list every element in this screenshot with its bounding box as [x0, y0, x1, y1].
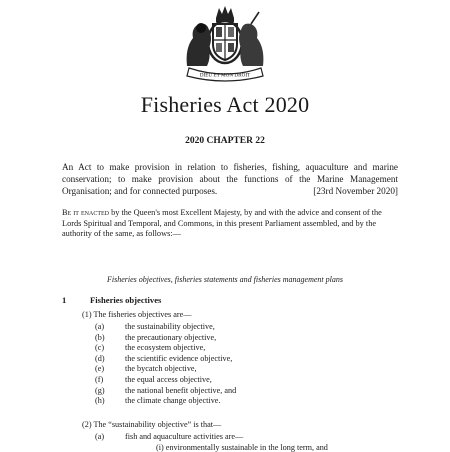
item-label: (d) [95, 353, 105, 363]
enacting-lead: Be it enacted [62, 208, 110, 217]
list-item [95, 343, 236, 354]
item-label: (a) [95, 432, 105, 441]
list-item [95, 333, 236, 344]
item-label: (a) [95, 322, 105, 331]
chapter-number: 2020 CHAPTER 22 [185, 136, 265, 146]
item-label: (g) [95, 385, 105, 395]
item-text: the climate change objective. [125, 396, 221, 406]
royal-coat-of-arms-icon [179, 4, 271, 82]
item-text: the equal access objective, [125, 374, 212, 384]
list-item [95, 354, 236, 365]
royal-assent-date: [23rd November 2020] [313, 186, 398, 196]
section-heading [62, 295, 161, 305]
list-item [95, 396, 236, 407]
crest-motto: DIEU ET MON DROIT [199, 72, 251, 79]
subsection-1: (1) The fisheries objectives are— [82, 310, 192, 319]
item-label: (b) [95, 332, 105, 342]
objectives-list [95, 322, 236, 407]
item-text: fish and aquaculture activities are— [125, 432, 244, 441]
list-item [95, 375, 236, 386]
item-label: (f) [95, 374, 104, 384]
part-heading: Fisheries objectives, fisheries statements and fisheries management plans [107, 275, 343, 284]
list-item [95, 322, 236, 333]
section-number: 1 [62, 295, 67, 305]
item-text: the scientific evidence objective, [125, 353, 233, 363]
enacting-formula [62, 208, 398, 240]
enacting-text: by the Queen's most Excellent Majesty, by and with the advice and consent of the Lords Spiritual and Temporal, and Commons, in this present Parliament assembled, and by the authority of the same, as follows:— [62, 208, 382, 239]
item-text: the ecosystem objective, [125, 343, 206, 353]
long-title-text: An Act to make provision in relation to fisheries, fishing, aquaculture and marine conservation; to make provision about the functions of the Marine Management Organisation; and for connected purposes. [62, 162, 398, 196]
act-title: Fisheries Act 2020 [140, 92, 310, 117]
subsection-2-subparagraph-i: (i) environmentally sustainable in the long term, and [156, 443, 328, 452]
item-text: the bycatch objective, [125, 364, 197, 374]
item-text: the precautionary objective, [125, 332, 217, 342]
subsection-2-paragraph-a [95, 432, 243, 441]
list-item [95, 364, 236, 375]
item-text: the sustainability objective, [125, 322, 215, 331]
list-item [95, 386, 236, 397]
long-title [62, 161, 398, 197]
item-label: (e) [95, 364, 105, 374]
item-text: the national benefit objective, and [125, 385, 237, 395]
item-label: (c) [95, 343, 105, 353]
section-title: Fisheries objectives [90, 295, 162, 305]
item-label: (h) [95, 396, 105, 406]
subsection-2: (2) The “sustainability objective” is that— [82, 420, 222, 429]
